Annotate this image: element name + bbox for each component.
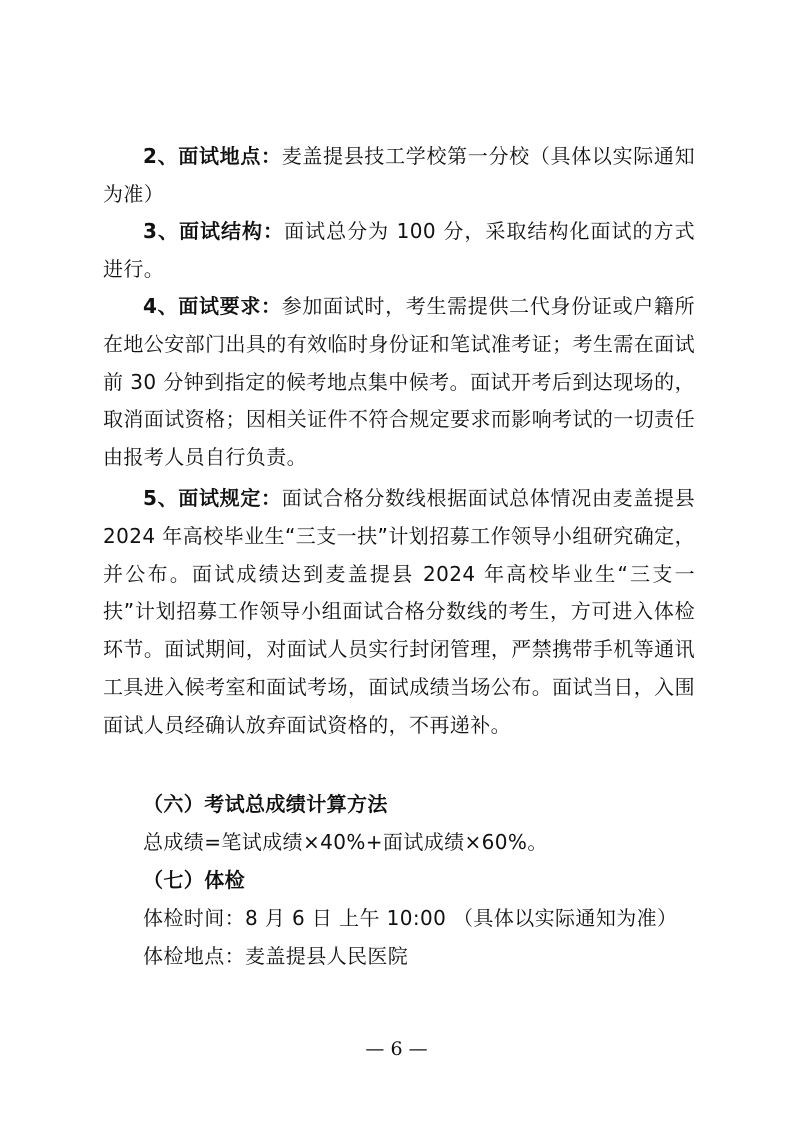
item-text: 麦盖提县技工学校第一分校（具体以实际通知为准） — [103, 144, 696, 206]
item-heading: 2、面试地点： — [143, 144, 282, 168]
score-formula: 总成绩=笔试成绩×40%+面试成绩×60%。 — [143, 830, 548, 854]
item-heading: 3、面试结构： — [143, 219, 285, 243]
medical-exam-place: 体检地点：麦盖提县人民医院 — [143, 944, 409, 968]
medical-exam-time: 体检时间：8 月 6 日 上午 10:00 （具体以实际通知为准） — [143, 906, 678, 930]
item-text: 面试合格分数线根据面试总体情况由麦盖提县 2024 年高校毕业生“三支一扶”计划招募工作领导小组研究确定，并公布。面试成绩达到麦盖提县 2024 年高校毕业生“三支一扶”计划招募工作领导小组面试合格分数线的考生，方可进入体检环节。面试期间，对面试人员实行封闭管理，严禁携带手机等通讯工具进入候考室和面试考场，面试成绩当场公布。面试当日，入围面试人员经确认放弃面试资格的，不再递补。 — [103, 486, 696, 737]
page-number: — 6 — — [365, 1038, 428, 1060]
item-text: 面试总分为 100 分，采取结构化面试的方式进行。 — [103, 219, 695, 281]
item-heading: 5、面试规定： — [143, 486, 282, 510]
section-six-title: （六）考试总成绩计算方法 — [143, 792, 388, 816]
item-interview-requirements — [103, 288, 695, 477]
item-interview-rules — [103, 480, 695, 745]
item-interview-location — [103, 138, 695, 214]
item-interview-structure — [103, 213, 695, 289]
item-text: 参加面试时，考生需提供二代身份证或户籍所在地公安部门出具的有效临时身份证和笔试准考证；考生需在面试前 30 分钟到指定的候考地点集中候考。面试开考后到达现场的，取消面试资格；因相关证件不符合规定要求而影响考试的一切责任由报考人员自行负责。 — [103, 294, 696, 470]
item-heading: 4、面试要求： — [143, 294, 282, 318]
section-seven-title: （七）体检 — [143, 868, 245, 892]
